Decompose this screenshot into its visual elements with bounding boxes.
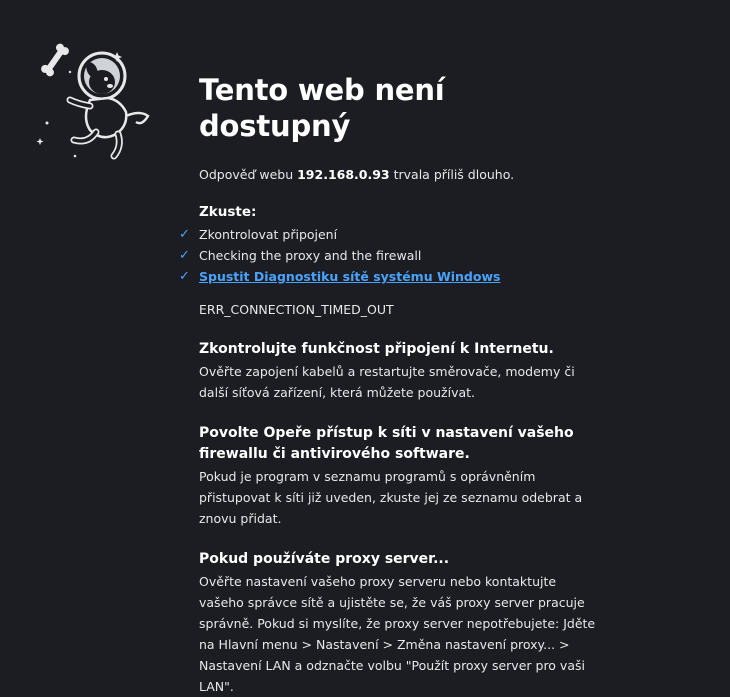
try-heading: Zkuste: — [199, 203, 599, 221]
suggestion-item — [178, 245, 599, 266]
section-heading: Zkontrolujte funkčnost připojení k Internetu. — [199, 339, 599, 360]
checkmark-icon: ✓ — [179, 245, 190, 266]
description-prefix: Odpověď webu — [199, 167, 297, 182]
bone-icon — [40, 42, 71, 78]
suggestion-list — [178, 224, 599, 287]
section-body: Ověřte zapojení kabelů a restartujte směrovače, modemy či další síťová zařízení, která můžete používat. — [199, 361, 599, 403]
checkmark-icon: ✓ — [179, 224, 190, 245]
error-code: ERR_CONNECTION_TIMED_OUT — [199, 301, 599, 319]
section-heading: Pokud používáte proxy server... — [199, 549, 599, 570]
suggestion-label: Zkontrolovat připojení — [199, 227, 337, 242]
section-body: Ověřte nastavení vašeho proxy serveru nebo kontaktujte vašeho správce sítě a ujistěte se, že váš proxy server pracuje správně. Pokud si myslíte, že proxy server nepotřebujete: Jděte na Hlavní menu > Nastavení > Změna nastavení proxy... > Nastavení LAN a odznačte volbu "Použít proxy server pro vaši LAN". — [199, 571, 599, 697]
help-section-firewall — [199, 423, 599, 529]
section-body: Pokud je program v seznamu programů s oprávněním přistupovat k síti již uveden, zkuste jej ze seznamu odebrat a znovu přidat. — [199, 466, 599, 529]
help-section-proxy — [199, 549, 599, 697]
suggestion-item — [178, 224, 599, 245]
page-title: Tento web není dostupný — [199, 72, 599, 144]
run-network-diagnostics-link[interactable]: Spustit Diagnostiku sítě systému Windows — [199, 269, 500, 284]
help-section-connection — [199, 339, 599, 403]
error-content — [199, 72, 599, 697]
description-suffix: trvala příliš dlouho. — [390, 167, 514, 182]
suggestion-item — [178, 266, 599, 287]
astronaut-dog-illustration — [30, 30, 160, 165]
host-address: 192.168.0.93 — [297, 167, 390, 182]
suggestion-label: Checking the proxy and the firewall — [199, 248, 421, 263]
error-description — [199, 166, 599, 184]
section-heading: Povolte Opeře přístup k síti v nastavení vašeho firewallu či antivirového software. — [199, 423, 599, 465]
checkmark-icon: ✓ — [179, 266, 190, 287]
